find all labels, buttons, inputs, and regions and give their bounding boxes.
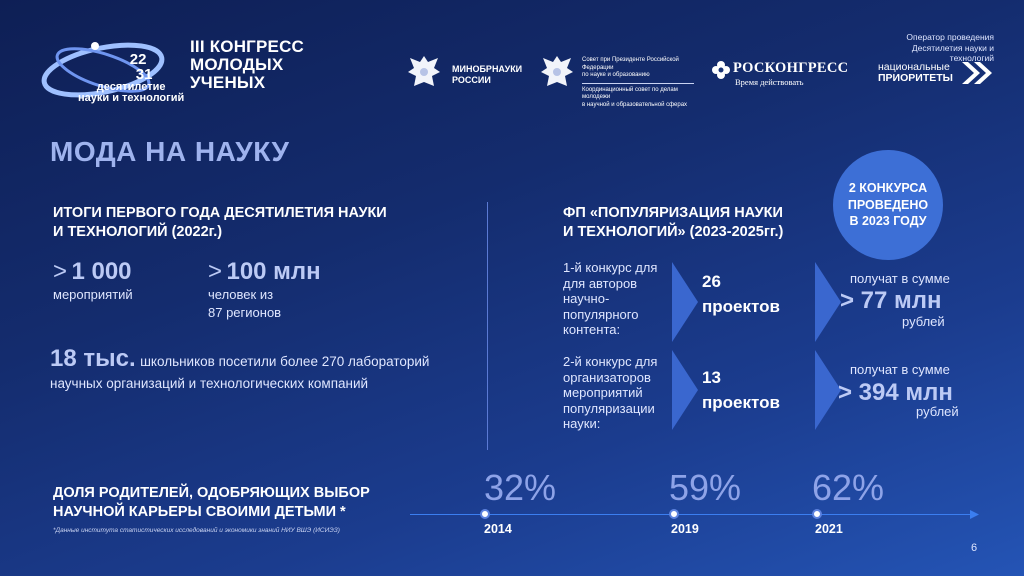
contest2-desc-line: мероприятий — [563, 385, 643, 401]
contest1-desc-line: 1-й конкурс для — [563, 260, 658, 275]
contest2-desc-line: 2-й конкурс для — [563, 354, 658, 369]
stat-schoolchildren-line1: школьников посетили более 270 лабораторий — [140, 354, 430, 369]
page-number: 6 — [971, 542, 978, 554]
badge-line2: ПРОВЕДЕНО — [847, 197, 929, 212]
timeline-year: 2019 — [671, 522, 699, 536]
congress-title — [190, 38, 304, 92]
parents-heading — [53, 484, 370, 522]
timeline-year: 2021 — [815, 522, 843, 536]
footnote: *Данные института статистических исследований и экономики знаний НИУ ВШЭ (ИСИЭЗ) — [53, 527, 340, 534]
timeline-percent: 59% — [669, 467, 742, 508]
right-heading-line2: И ТЕХНОЛОГИЙ» (2023-2025гг.) — [563, 223, 784, 240]
stat-events-value: 1 000 — [71, 258, 132, 285]
stat-people-label-line2: 87 регионов — [208, 304, 282, 320]
contest1-sum-unit: рублей — [902, 314, 945, 329]
left-heading — [53, 204, 387, 242]
parents-heading-line1: ДОЛЯ РОДИТЕЛЕЙ, ОДОБРЯЮЩИХ ВЫБОР — [53, 485, 370, 501]
minobr-line1: МИНОБРНАУКИ — [452, 64, 523, 74]
parents-heading-line2: НАУЧНОЙ КАРЬЕРЫ СВОИМИ ДЕТЬМИ * — [53, 503, 346, 520]
stat-schoolchildren-line2: научных организаций и технологических компаний — [50, 376, 369, 391]
contest2-unit: проектов — [702, 392, 780, 412]
logo-years-top: 22 — [129, 51, 147, 68]
stat-schoolchildren — [50, 345, 480, 393]
contests-badge — [833, 150, 943, 260]
eagle-emblem-icon — [537, 52, 577, 96]
stat-events-prefix: > — [53, 258, 68, 285]
council-line1: Совет при Президенте Российской Федерации — [582, 57, 679, 71]
roscongress-slogan: Время действовать — [735, 77, 804, 87]
stat-schoolchildren-value: 18 тыс. — [50, 345, 136, 372]
stat-people — [208, 258, 321, 321]
timeline-dot — [480, 509, 490, 519]
contest1-desc-line: для авторов — [563, 275, 638, 291]
contest2-sum-value: > 394 млн — [838, 379, 953, 406]
decade-logo — [78, 52, 184, 104]
left-heading-line1: ИТОГИ ПЕРВОГО ГОДА ДЕСЯТИЛЕТИЯ НАУКИ — [53, 205, 387, 221]
contest1-projects — [702, 270, 780, 319]
eagle-emblem-icon — [404, 52, 444, 96]
np-line1: национальные — [878, 61, 950, 73]
council-line4: в научной и образовательной сферах — [582, 101, 688, 108]
logo-years-bottom: 31 — [135, 66, 153, 83]
contest2-count: 13 — [702, 368, 721, 387]
contest1-sum-label: получат в сумме — [850, 271, 950, 286]
contest1-desc-line: популярного — [563, 306, 639, 322]
congress-line3: УЧЕНЫХ — [190, 72, 266, 92]
timeline-percent: 32% — [484, 467, 557, 508]
contest2-projects — [702, 366, 780, 415]
np-line2: ПРИОРИТЕТЫ — [878, 72, 953, 85]
stat-events — [53, 258, 133, 304]
logo-line2: науки и технологий — [78, 92, 185, 104]
national-priorities-chevrons-icon — [960, 60, 994, 86]
contest1-sum-value: > 77 млн — [840, 287, 942, 314]
minobrnauki-logo — [452, 64, 522, 87]
stat-people-value: 100 млн — [226, 258, 321, 285]
arrow-right-icon — [970, 510, 979, 519]
roscongress-flower-icon — [711, 60, 731, 80]
contest1-unit: проектов — [702, 296, 780, 316]
timeline-dot — [669, 509, 679, 519]
contest2-desc-line: науки: — [563, 416, 601, 432]
roscongress-name: РОСКОНГРЕСС — [733, 60, 849, 76]
timeline-year: 2014 — [484, 522, 512, 536]
congress-line2: МОЛОДЫХ — [190, 54, 284, 74]
council-line3: Координационный совет по делам молодежи — [582, 86, 678, 100]
congress-line1: III КОНГРЕСС — [190, 37, 305, 56]
timeline-dot — [812, 509, 822, 519]
badge-line1: 2 КОНКУРСА — [848, 180, 928, 195]
logo-line1: десятилетие — [96, 81, 166, 93]
contest1-desc-line: контента: — [563, 322, 621, 338]
contest2-desc-line: популяризации — [563, 400, 655, 416]
council-divider — [582, 83, 694, 84]
left-heading-line2: И ТЕХНОЛОГИЙ (2022г.) — [53, 223, 223, 240]
contest1-count: 26 — [702, 272, 721, 291]
operator-line1: Оператор проведения — [906, 32, 994, 42]
chevron-right-icon — [672, 350, 698, 430]
timeline-percent: 62% — [812, 467, 885, 508]
right-heading-line1: ФП «ПОПУЛЯРИЗАЦИЯ НАУКИ — [563, 205, 783, 221]
contest2-sum-label: получат в сумме — [850, 362, 950, 377]
contest2-description — [563, 354, 657, 432]
page-title: МОДА НА НАУКУ — [50, 136, 290, 167]
timeline-axis — [410, 514, 972, 515]
council-line2: по науке и образованию — [582, 72, 650, 78]
contest1-desc-line: научно- — [563, 291, 610, 307]
badge-line3: В 2023 ГОДУ — [849, 214, 927, 229]
stat-people-prefix: > — [208, 258, 223, 285]
roscongress-logo — [733, 60, 848, 87]
contest2-sum-unit: рублей — [916, 404, 959, 419]
stat-people-label-line1: человек из — [208, 287, 274, 302]
chevron-right-icon — [672, 262, 698, 342]
section-divider — [487, 202, 488, 450]
national-priorities-logo — [878, 62, 953, 84]
stat-events-label: мероприятий — [53, 287, 133, 302]
contest2-desc-line: организаторов — [563, 369, 651, 385]
minobr-line2: РОССИИ — [452, 75, 491, 86]
operator-line2: Десятилетия науки и технологий — [911, 42, 994, 64]
council-logo — [582, 57, 694, 109]
right-heading — [563, 204, 783, 242]
chevron-right-icon — [815, 262, 841, 342]
contest1-description — [563, 260, 657, 338]
